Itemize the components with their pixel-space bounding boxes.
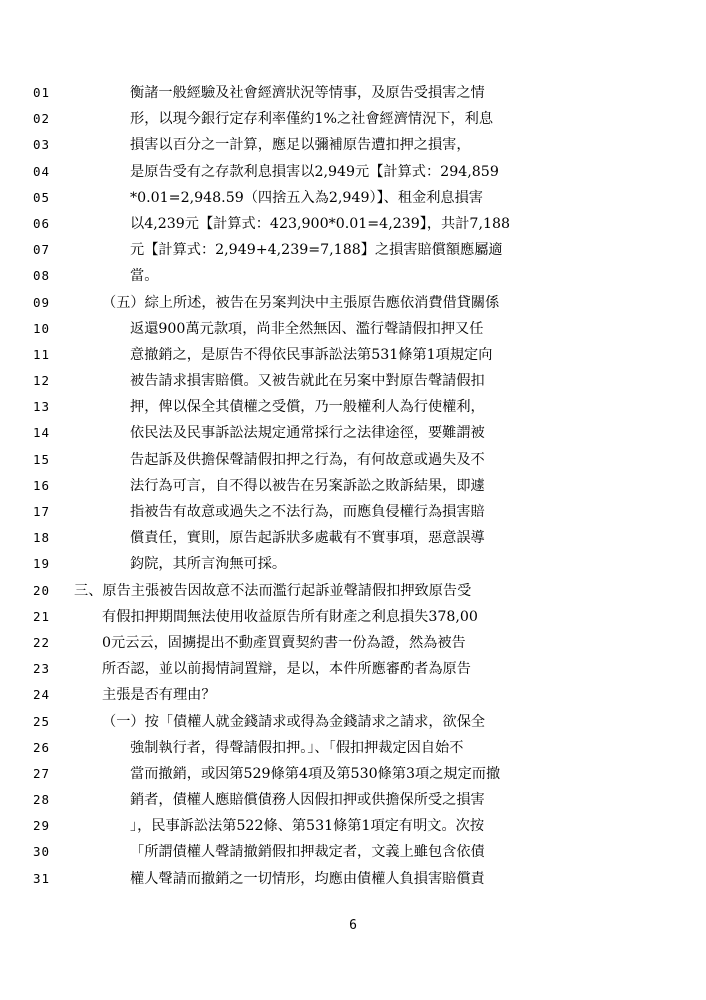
line-text: 法行為可言，自不得以被告在另案訴訟之敗訴結果，即遽 — [130, 477, 485, 494]
line-number: 06 — [32, 215, 50, 231]
line-number: 17 — [32, 504, 50, 519]
line-text: 主張是否有理由？ — [102, 687, 216, 704]
document-line — [0, 237, 706, 263]
document-line — [0, 394, 706, 420]
line-number: 29 — [32, 818, 50, 834]
line-text: 損害以百分之一計算，應足以彌補原告遭扣押之損害， — [130, 137, 471, 154]
document-line — [0, 447, 706, 473]
document-line — [0, 551, 706, 577]
line-number: 21 — [32, 608, 50, 624]
line-number: 25 — [32, 713, 50, 729]
line-text: 是原告受有之存款利息損害以2,949元【計算式：294,859 — [130, 163, 499, 180]
line-text: 返還900萬元款項，尚非全然無因、濫行聲請假扣押又任 — [130, 320, 484, 337]
document-line — [0, 420, 706, 446]
line-number: 22 — [32, 634, 50, 650]
line-number: 14 — [32, 425, 50, 441]
line-number: 16 — [32, 477, 50, 493]
document-line — [0, 159, 706, 185]
line-text: 「所謂債權人聲請撤銷假扣押裁定者，文義上雖包含依債 — [130, 844, 485, 861]
line-number: 12 — [32, 373, 50, 389]
line-number: 07 — [32, 242, 50, 258]
line-number: 28 — [32, 792, 50, 808]
document-line — [0, 761, 706, 787]
line-text: 押，俾以保全其債權之受償，乃一般權利人為行使權利， — [130, 399, 485, 416]
document-line — [0, 185, 706, 211]
line-text: 鈞院，其所言洵無可採。 — [130, 556, 287, 573]
line-text: 意撤銷之，是原告不得依民事訴訟法第531條第1項規定向 — [130, 346, 493, 363]
document-line — [0, 132, 706, 158]
document-text-body — [0, 80, 706, 892]
document-line — [0, 866, 706, 892]
line-number: 19 — [32, 556, 50, 572]
document-line — [0, 342, 706, 368]
document-line — [0, 787, 706, 813]
line-text: 元【計算式：2,949+4,239=7,188】之損害賠償額應屬適 — [130, 242, 503, 259]
line-text: 告起訴及供擔保聲請假扣押之行為，有何故意或過失及不 — [130, 451, 485, 468]
line-number: 09 — [32, 294, 50, 310]
document-line — [0, 499, 706, 525]
document-line — [0, 813, 706, 839]
document-line — [0, 106, 706, 132]
line-number: 18 — [32, 530, 50, 546]
line-text: 強制執行者，得聲請假扣押。」、「假扣押裁定因自始不 — [130, 739, 464, 756]
line-text: 以4,239元【計算式：423,900*0.01=4,239】，共計7,188 — [130, 215, 511, 232]
document-line — [0, 656, 706, 682]
line-number: 10 — [32, 320, 50, 336]
document-line — [0, 80, 706, 106]
line-number: 23 — [32, 661, 50, 677]
line-text: 償責任，實則，原告起訴狀多處載有不實事項，惡意誤導 — [130, 530, 485, 547]
line-number: 24 — [32, 687, 50, 703]
document-line — [0, 630, 706, 656]
line-text: 銷者，債權人應賠償債務人因假扣押或供擔保所受之損害 — [130, 792, 485, 809]
line-number: 08 — [32, 268, 50, 284]
document-line — [0, 316, 706, 342]
line-text: 當。 — [130, 268, 159, 285]
document-line — [0, 263, 706, 289]
line-text: 」，民事訴訟法第522條、第531條第1項定有明文。次按 — [130, 818, 485, 835]
line-number: 11 — [32, 346, 50, 362]
line-text: *0.01=2,948.59（四捨五入為2,949）】、租金利息損害 — [130, 189, 483, 206]
document-line — [0, 709, 706, 735]
line-text: （一）按「債權人就金錢請求或得為金錢請求之請求，欲保全 — [102, 713, 486, 730]
document-line — [0, 473, 706, 499]
line-text: 有假扣押期間無法使用收益原告所有財產之利息損失378,00 — [102, 608, 478, 625]
line-text: 所否認，並以前揭情詞置辯，是以，本件所應審酌者為原告 — [102, 661, 471, 678]
document-line — [0, 525, 706, 551]
document-line — [0, 604, 706, 630]
line-number: 31 — [32, 870, 50, 886]
document-line — [0, 211, 706, 237]
line-number: 20 — [32, 582, 50, 598]
line-text: 衡諸一般經驗及社會經濟狀況等情事，及原告受損害之情 — [130, 85, 485, 101]
document-line — [0, 682, 706, 708]
line-number: 13 — [32, 399, 50, 415]
line-number: 26 — [32, 739, 50, 755]
document-line — [0, 368, 706, 394]
document-line — [0, 578, 706, 604]
line-number: 04 — [32, 163, 50, 179]
line-text: 形，以現今銀行定存利率僅約1%之社會經濟情況下，利息 — [130, 111, 494, 128]
line-text: 0元云云，固擄提出不動產買賣契約書一份為證，然為被告 — [102, 634, 466, 651]
line-number: 01 — [32, 85, 50, 100]
line-number: 03 — [32, 137, 50, 153]
document-line — [0, 735, 706, 761]
line-number: 02 — [32, 111, 50, 127]
document-line — [0, 290, 706, 316]
line-text: 被告請求損害賠償。又被告就此在另案中對原告聲請假扣 — [130, 373, 485, 390]
line-text: （五）綜上所述，被告在另案判決中主張原告應依消費借貸關係 — [102, 294, 500, 311]
line-text: 指被告有故意或過失之不法行為，而應負侵權行為損害賠 — [130, 504, 485, 520]
line-text: 當而撤銷，或因第529條第4項及第530條第3項之規定而撤 — [130, 765, 501, 782]
line-text: 權人聲請而撤銷之一切情形，均應由債權人負損害賠償責 — [130, 870, 485, 887]
line-number: 27 — [32, 765, 50, 781]
document-line — [0, 839, 706, 865]
line-number: 30 — [32, 844, 50, 860]
line-text: 三、原告主張被告因故意不法而濫行起訴並聲請假扣押致原告受 — [74, 582, 472, 599]
page-number: 6 — [349, 918, 357, 933]
line-number: 05 — [32, 189, 50, 205]
line-number: 15 — [32, 451, 50, 467]
line-text: 依民法及民事訴訟法規定通常採行之法律途徑，要難謂被 — [130, 425, 485, 442]
